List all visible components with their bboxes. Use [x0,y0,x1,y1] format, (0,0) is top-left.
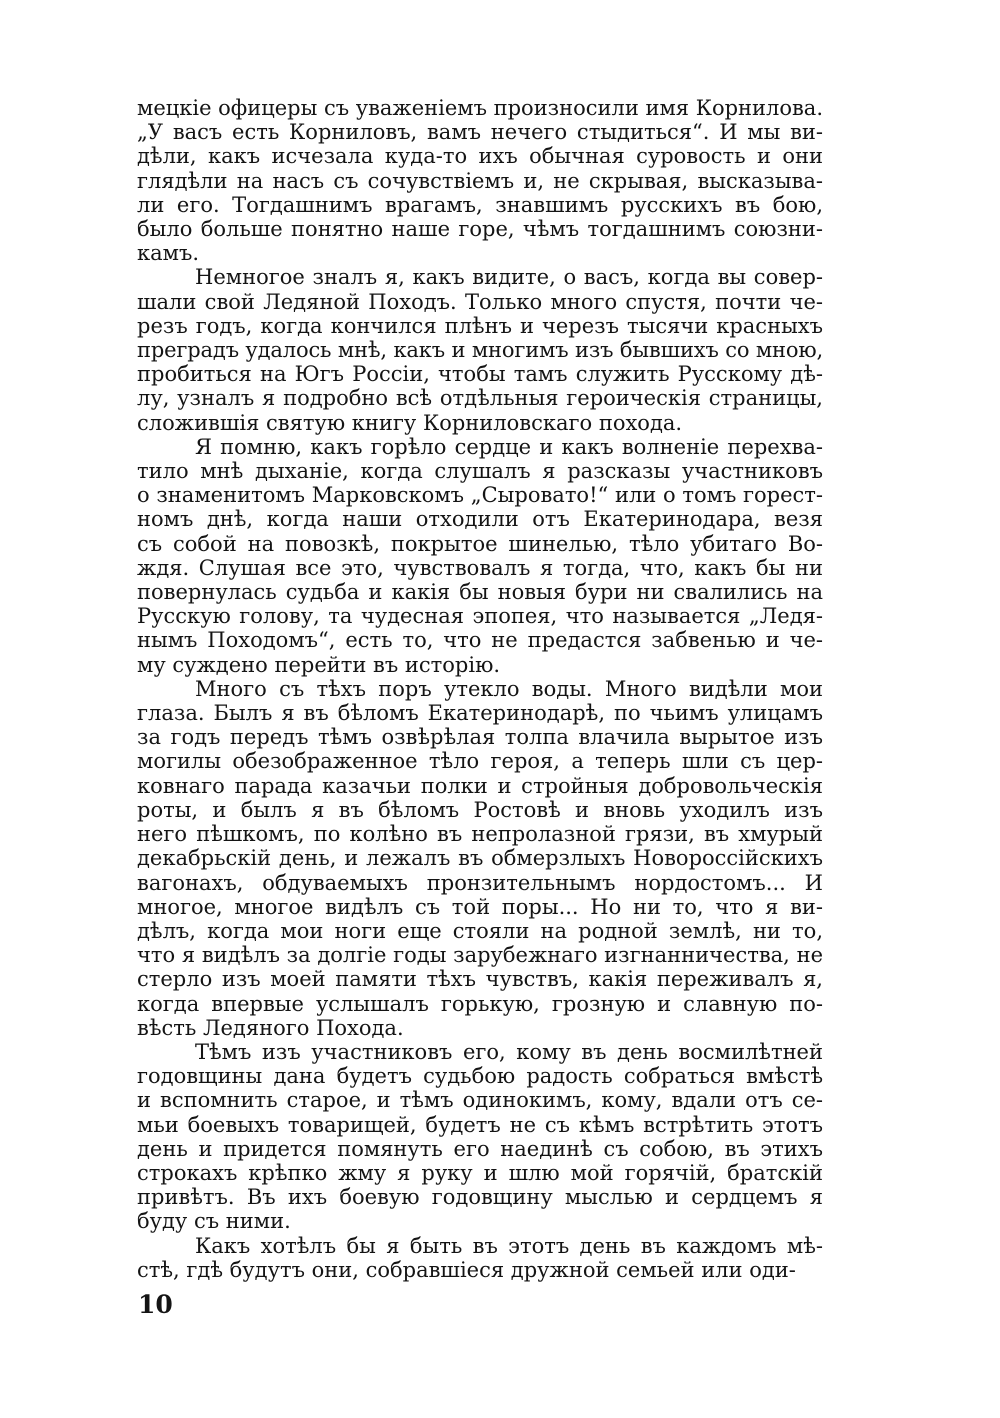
text-line: дѣлъ, когда мои ноги еще стояли на родной землѣ, ни то, [137,918,823,943]
text-line: вѣсть Ледяного Похода. [137,1015,404,1040]
text-line: нымъ Походомъ“, есть то, что не предастся забвенью и че- [137,628,823,653]
page-number: 10 [138,1290,173,1319]
text-line: строкахъ крѣпко жму я руку и шлю мой горячій, братскій [137,1160,823,1185]
text-line: ждя. Слушая все это, чувствовалъ я тогда, что, какъ бы ни [137,555,823,580]
text-line: Русскую голову, та чудесная эпопея, что называется „Ледя- [137,604,823,629]
text-line: и вспомнить старое, и тѣмъ одинокимъ, кому, вдали отъ се- [137,1088,823,1113]
paragraph [137,1234,823,1282]
text-line: пробиться на Югъ Россіи, чтобы тамъ служить Русскому дѣ- [137,362,823,387]
paragraph [137,96,823,265]
text-line: стерло изъ моей памяти тѣхъ чувствъ, какія переживалъ я, [137,967,823,992]
text-line: глаза. Былъ я въ бѣломъ Екатеринодарѣ, по чьимъ улицамъ [137,701,823,726]
text-line: глядѣли на насъ съ сочувствіемъ и, не скрывая, высказыва- [137,168,823,193]
text-line: повернулась судьба и какія бы новыя бури ни свалились на [137,580,823,605]
text-line: „У васъ есть Корниловъ, вамъ нечего стыдиться“. И мы ви- [137,120,823,145]
text-line: когда впервые услышалъ горькую, грозную и славную по- [137,991,823,1016]
text-line: номъ днѣ, когда наши отходили отъ Екатеринодара, везя [137,507,823,532]
text-line: что я видѣлъ за долгіе годы зарубежнаго изгнанничества, не [137,943,823,968]
text-line: мецкіе офицеры съ уваженіемъ произносили имя Корнилова. [137,96,823,120]
text-line: было больше понятно наше горе, чѣмъ тогдашнимъ союзни- [137,217,823,242]
text-line: Много съ тѣхъ поръ утекло воды. Много видѣли мои [195,676,823,701]
text-line: Немногое зналъ я, какъ видите, о васъ, когда вы совер- [195,265,823,290]
text-line: ковнаго парада казачьи полки и стройныя добровольческія [137,773,823,798]
text-line: за годъ передъ тѣмъ озвѣрѣлая толпа влачила вырытое изъ [137,725,823,750]
text-line: могилы обезображенное тѣло героя, а теперь шли съ цер- [137,749,823,774]
text-line: шали свой Ледяной Походъ. Только много спустя, почти че- [137,289,823,314]
text-line: лу, узналъ я подробно всѣ отдѣльныя героическія страницы, [137,386,823,411]
paragraph [137,435,823,677]
text-line: мьи боевыхъ товарищей, будетъ не съ кѣмъ встрѣтить этотъ [137,1112,823,1137]
paragraph [137,1040,823,1234]
paragraph [137,265,823,434]
text-line: Какъ хотѣлъ бы я быть въ этотъ день въ каждомъ мѣ- [195,1233,823,1258]
text-line: тило мнѣ дыханіе, когда слушалъ я разсказы участниковъ [137,459,823,484]
text-line: день и придется помянуть его наединѣ съ собою, въ этихъ [137,1136,823,1161]
text-line: ли его. Тогдашнимъ врагамъ, знавшимъ русскихъ въ бою, [137,192,823,217]
text-line: стѣ, гдѣ будутъ они, собравшіеся дружной семьей или оди- [137,1257,796,1282]
text-line: буду съ ними. [137,1209,291,1234]
text-line: Я помню, какъ горѣло сердце и какъ волненіе перехва- [195,434,823,459]
text-line: Тѣмъ изъ участниковъ его, кому въ день восмилѣтней [195,1039,823,1064]
text-line: камъ. [137,241,200,266]
page-body-text [137,96,823,1282]
text-line: него пѣшкомъ, по колѣно въ непролазной грязи, въ хмурый [137,822,823,847]
text-line: преградъ удалось мнѣ, какъ и многимъ изъ бывшихъ со мною, [137,338,823,363]
text-line: роты, и былъ я въ бѣломъ Ростовѣ и вновь уходилъ изъ [137,797,823,822]
text-line: о знаменитомъ Марковскомъ „Сыровато!“ или о томъ горест- [137,483,823,508]
text-line: съ собой на повозкѣ, покрытое шинелью, тѣло убитаго Во- [137,531,823,556]
paragraph [137,677,823,1040]
text-line: декабрьскій день, и лежалъ въ обмерзлыхъ Новороссійскихъ [137,846,823,871]
text-line: вагонахъ, обдуваемыхъ пронзительнымъ нордостомъ... И [137,870,823,895]
text-line: годовщины дана будетъ судьбою радость собраться вмѣстѣ [137,1064,823,1089]
text-line: му суждено перейти въ исторію. [137,652,501,677]
text-line: резъ годъ, когда кончился плѣнъ и черезъ тысячи красныхъ [137,313,823,338]
text-line: дѣли, какъ исчезала куда-то ихъ обычная суровость и они [137,144,823,169]
text-line: сложившія святую книгу Корниловскаго похода. [137,410,683,435]
text-line: многое, многое видѣлъ съ той поры... Но ни то, что я ви- [137,894,823,919]
text-line: привѣтъ. Въ ихъ боевую годовщину мыслью и сердцемъ я [137,1185,823,1210]
